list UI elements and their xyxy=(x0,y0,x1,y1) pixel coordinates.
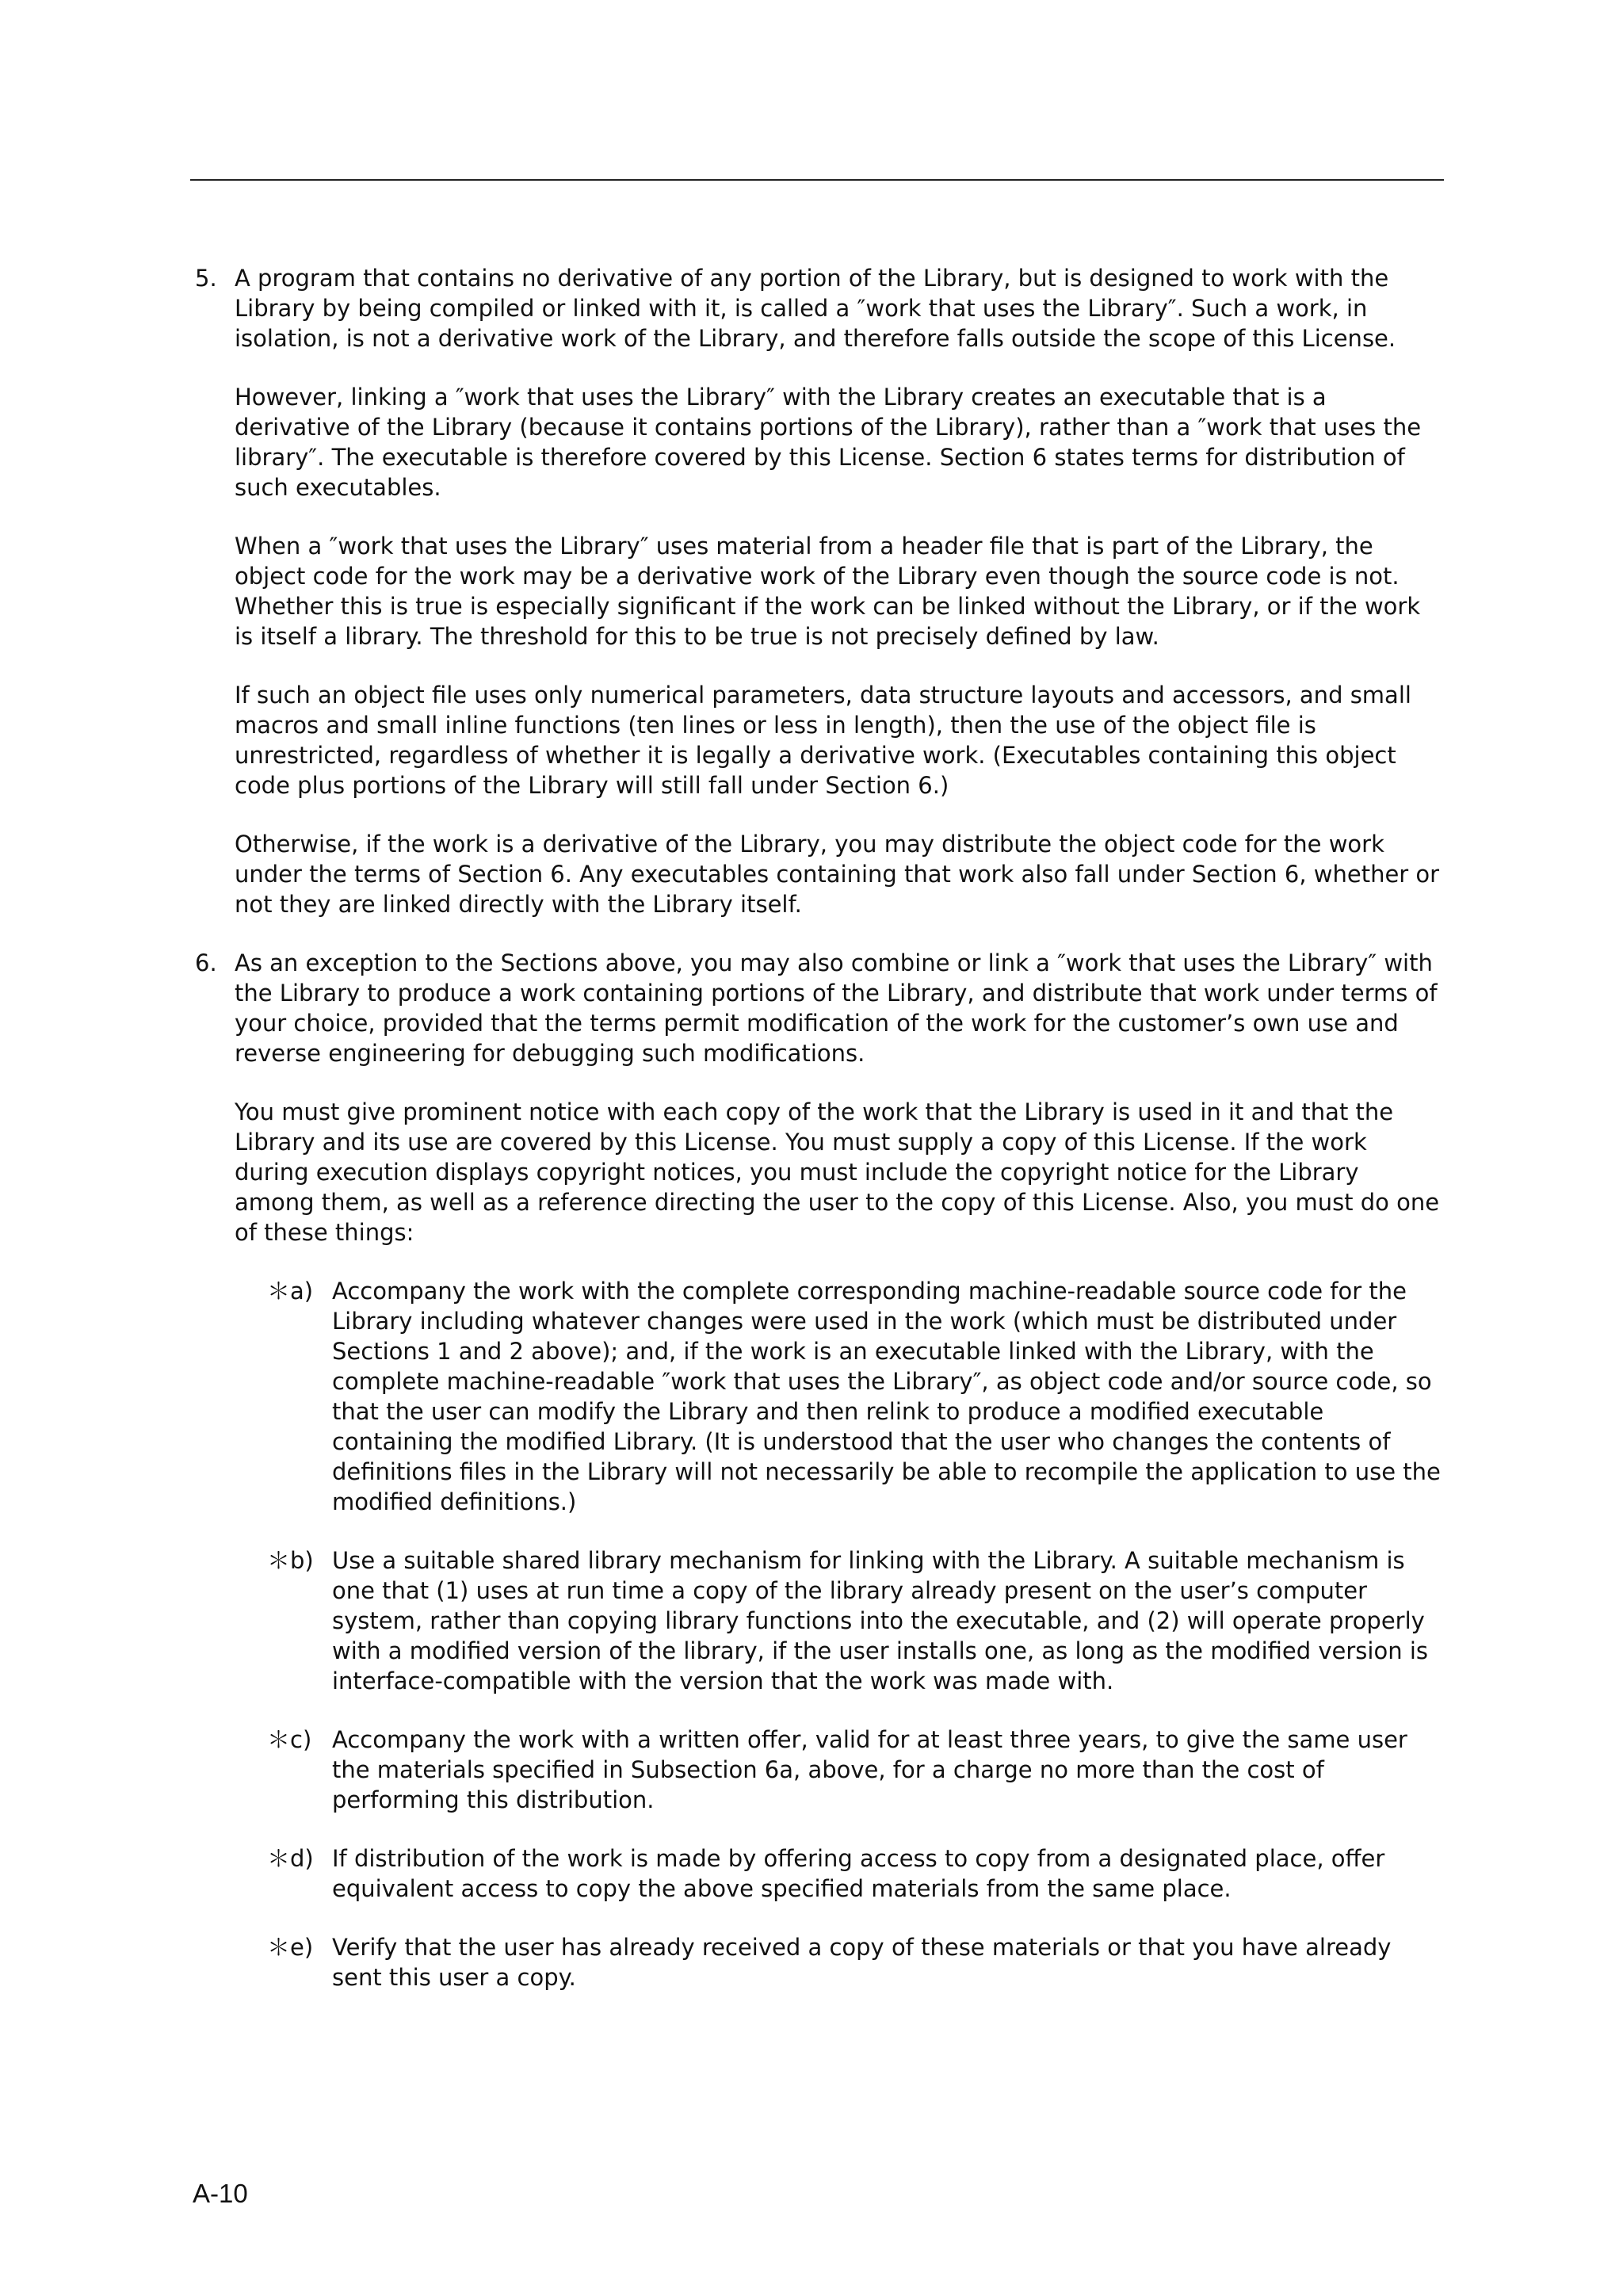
option-marker: ＊a) xyxy=(267,1278,314,1305)
option-item-b xyxy=(235,1545,1444,1696)
option-text: Accompany the work with the complete corresponding machine-readable source code for the Library including whatever changes were used in the work (which must be distributed under Sections 1 and 2 above); and, if the work is an executable linked with the Library, with the complete machine-readable ″work that uses the Library″, as object code and/or source code, so that the user can modify the Library and then relink to produce a modified executable containing the modified Library. (It is understood that the user who changes the contents of definitions files in the Library will not necessarily be able to recompile the application to use the modified definitions.) xyxy=(332,1278,1441,1515)
option-text: Accompany the work with a written offer, valid for at least three years, to give the same user the materials specified in Subsection 6a, above, for a charge no more than the cost of performing this distribution. xyxy=(332,1726,1407,1813)
section-5 xyxy=(190,263,1444,919)
option-text: Verify that the user has already received a copy of these materials or that you have already sent this user a copy. xyxy=(332,1934,1392,1991)
section-number: 5. xyxy=(195,265,217,292)
option-item-c xyxy=(235,1725,1444,1815)
section-6 xyxy=(190,948,1444,1992)
paragraph: A program that contains no derivative of any portion of the Library, but is designed to work with the Library by being compiled or linked with it, is called a ″work that uses the Library″. Such a work, in isolation, is not a derivative work of the Library, and therefore falls outside the scope of this License. xyxy=(235,265,1396,352)
paragraph: You must give prominent notice with each copy of the work that the Library is used in it and that the Library and its use are covered by this License. You must supply a copy of this License. If the work during execution displays copyright notices, you must include the copyright notice for the Library among them, as well as a reference directing the user to the copy of this License. Also, you must do one of these things: xyxy=(235,1098,1440,1246)
option-item-d xyxy=(235,1843,1444,1904)
option-text: If distribution of the work is made by offering access to copy from a designated place, offer equivalent access to copy the above specified materials from the same place. xyxy=(332,1845,1385,1902)
page-number: A-10 xyxy=(193,2179,248,2208)
paragraph: If such an object file uses only numerical parameters, data structure layouts and accessors, and small macros and small inline functions (ten lines or less in length), then the use of the object file is unrestricted, regardless of whether it is legally a derivative work. (Executables containing this object code plus portions of the Library will still fall under Section 6.) xyxy=(235,682,1411,799)
option-marker: ＊c) xyxy=(267,1726,312,1753)
section-number: 6. xyxy=(195,949,217,976)
paragraph: Otherwise, if the work is a derivative of the Library, you may distribute the object code for the work under the terms of Section 6. Any executables containing that work also fall under Section 6, whether or not they are linked directly with the Library itself. xyxy=(235,831,1440,918)
option-marker: ＊b) xyxy=(267,1547,314,1574)
option-item-e xyxy=(235,1932,1444,1992)
option-marker: ＊d) xyxy=(267,1845,314,1872)
paragraph: However, linking a ″work that uses the Library″ with the Library creates an executable that is a derivative of the Library (because it contains portions of the Library), rather than a ″work that uses the library″. The executable is therefore covered by this License. Section 6 states terms for distribution of such executables. xyxy=(235,384,1422,501)
paragraph: As an exception to the Sections above, you may also combine or link a ″work that uses the Library″ with the Library to produce a work containing portions of the Library, and distribute that work under terms of your choice, provided that the terms permit modification of the work for the customer’s own use and reverse engineering for debugging such modifications. xyxy=(235,949,1438,1067)
paragraph: When a ″work that uses the Library″ uses material from a header file that is part of the Library, the object code for the work may be a derivative work of the Library even though the source code is not. Whether this is true is especially significant if the work can be linked without the Library, or if the work is itself a library. The threshold for this to be true is not precisely defined by law. xyxy=(235,533,1421,650)
header-rule xyxy=(190,179,1444,181)
document-body xyxy=(190,263,1444,2021)
option-item-a xyxy=(235,1276,1444,1517)
options-list xyxy=(235,1276,1444,1992)
option-text: Use a suitable shared library mechanism for linking with the Library. A suitable mechanism is one that (1) uses at run time a copy of the library already present on the user’s computer system, rather than copying library functions into the executable, and (2) will operate properly with a modified version of the library, if the user installs one, as long as the modified version is interface-compatible with the version that the work was made with. xyxy=(332,1547,1428,1694)
option-marker: ＊e) xyxy=(267,1934,314,1961)
